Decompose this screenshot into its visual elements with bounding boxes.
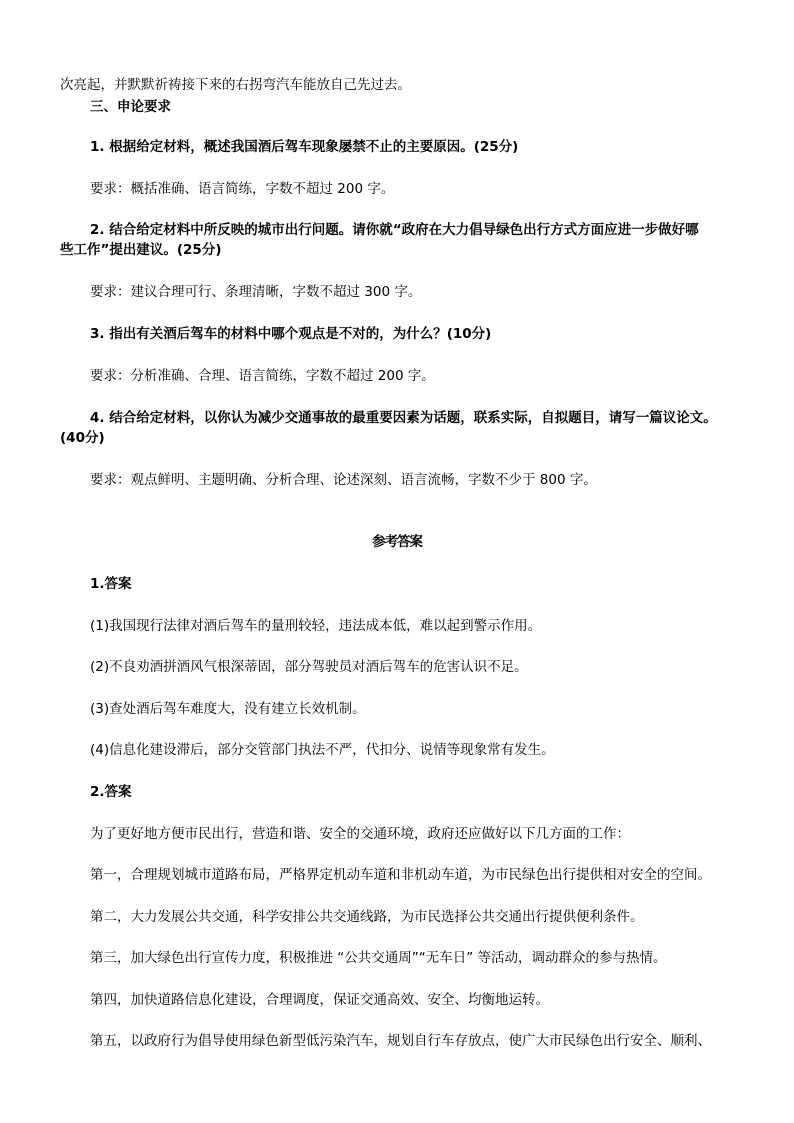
answer-1-item-2: (2)不良劝酒拼酒风气根深蒂固，部分驾驶员对酒后驾车的危害认识不足。 (90, 659, 528, 675)
answer-2-item-5: 第五，以政府行为倡导使用绿色新型低污染汽车，规划自行车存放点，使广大市民绿色出行安全、顺利、 (90, 1033, 711, 1049)
answer-2-item-1: 第一，合理规划城市道路布局，严格界定机动车道和非机动车道，为市民绿色出行提供相对安全的空间。 (90, 867, 711, 883)
question-1-requirement: 要求：概括准确、语言简练，字数不超过 200 字。 (90, 181, 395, 197)
answer-1-item-4: (4)信息化建设滞后，部分交管部门执法不严，代扣分、说情等现象常有发生。 (90, 742, 555, 758)
question-3-requirement: 要求：分析准确、合理、语言简练，字数不超过 200 字。 (90, 368, 435, 384)
answer-2-intro: 为了更好地方便市民出行，营造和谐、安全的交通环境，政府还应做好以下几方面的工作： (90, 826, 630, 842)
intro-continuation: 次亮起，并默默祈祷接下来的右拐弯汽车能放自己先过去。 (60, 77, 411, 93)
question-2-title: 2. 结合给定材料中所反映的城市出行问题。请你就“政府在大力倡导绿色出行方式方面应进一步做好哪 (90, 222, 699, 238)
answer-2-item-3: 第三，加大绿色出行宣传力度，积极推进 “公共交通周”“无车日” 等活动，调动群众的参与热情。 (90, 950, 667, 966)
answer-2-item-2: 第二，大力发展公共交通，科学安排公共交通线路，为市民选择公共交通出行提供便利条件。 (90, 909, 644, 925)
question-3-title: 3. 指出有关酒后驾车的材料中哪个观点是不对的，为什么？(10分) (90, 326, 492, 342)
question-4-title: 4. 结合给定材料，以你认为减少交通事故的最重要因素为话题，联系实际，自拟题目，请写一篇议论文。 (90, 410, 717, 426)
answer-1-item-3: (3)查处酒后驾车难度大，没有建立长效机制。 (90, 701, 366, 717)
answers-heading: 参考答案 (372, 534, 422, 550)
question-1-title: 1. 根据给定材料，概述我国酒后驾车现象屡禁不止的主要原因。(25分) (90, 139, 519, 155)
answer-1-item-1: (1)我国现行法律对酒后驾车的量刑较轻，违法成本低，难以起到警示作用。 (90, 618, 542, 634)
answer-2-heading: 2.答案 (90, 784, 132, 800)
question-2-requirement: 要求：建议合理可行、条理清晰，字数不超过 300 字。 (90, 284, 422, 300)
question-4-title-cont: (40分) (60, 430, 105, 446)
answer-2-item-4: 第四，加快道路信息化建设，合理调度，保证交通高效、安全、均衡地运转。 (90, 992, 549, 1008)
answer-1-heading: 1.答案 (90, 576, 132, 592)
question-4-requirement: 要求：观点鲜明、主题明确、分析合理、论述深刻、语言流畅，字数不少于 800 字。 (90, 472, 597, 488)
question-2-title-cont: 些工作”提出建议。(25分) (60, 242, 222, 258)
section-heading: 三、申论要求 (90, 99, 171, 115)
